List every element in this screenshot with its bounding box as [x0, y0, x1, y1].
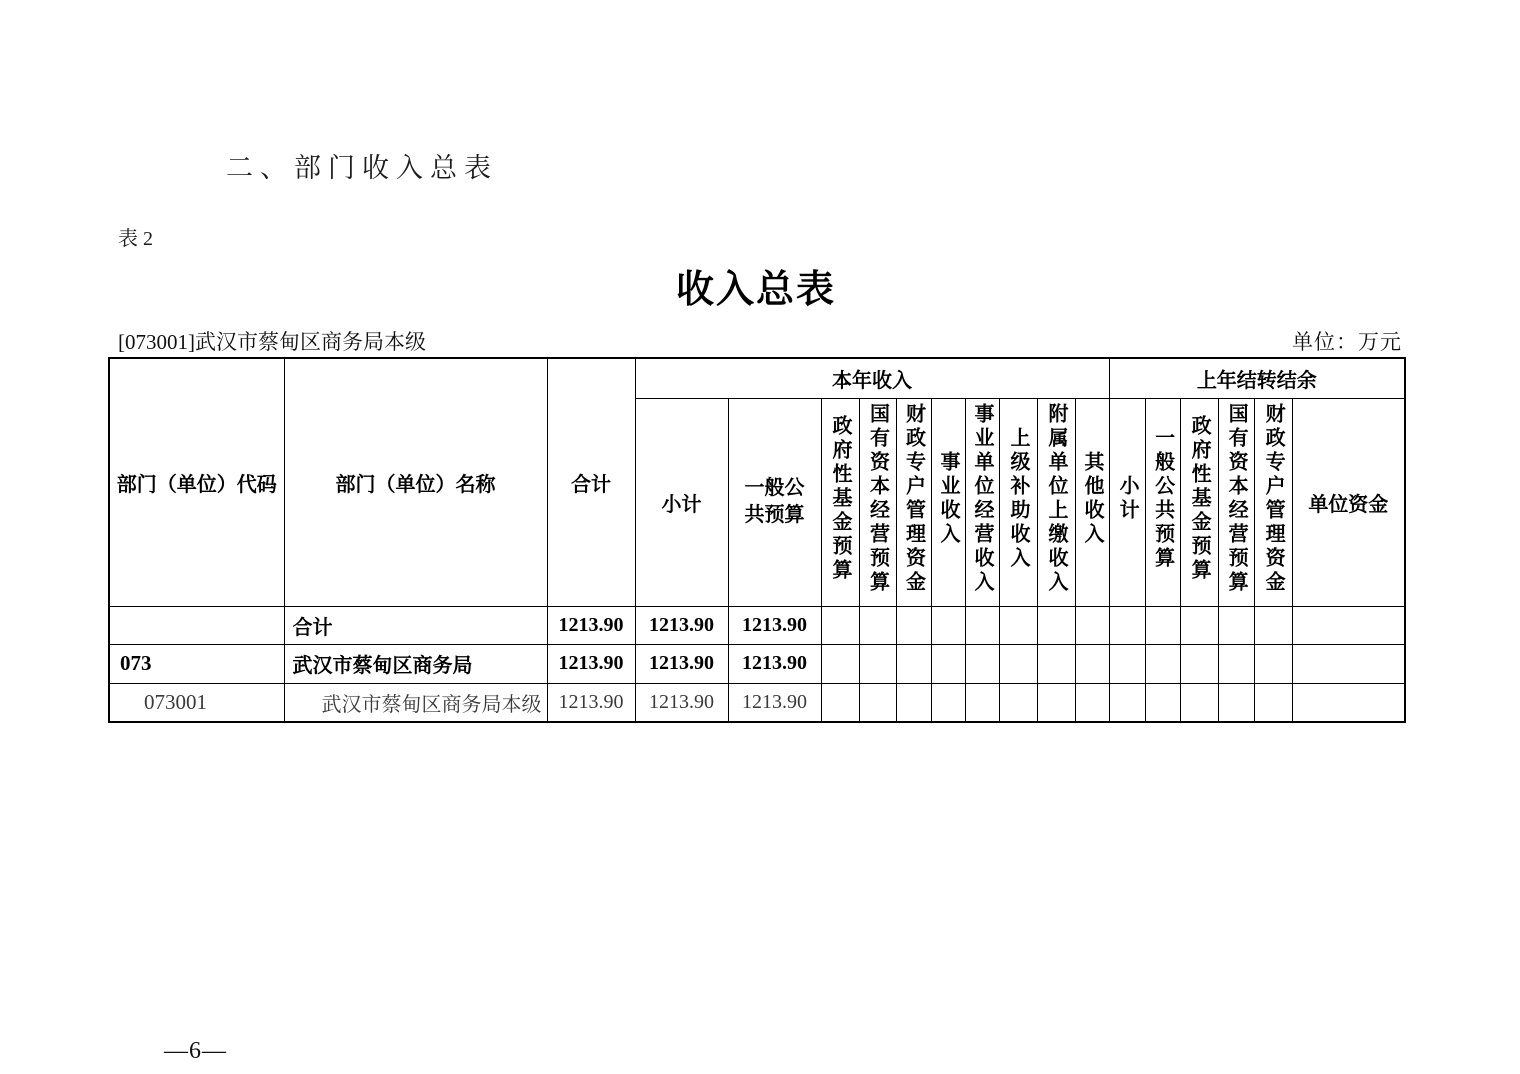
cell-value — [1292, 644, 1405, 683]
group-header-carryover: 上年结转结余 — [1109, 358, 1405, 398]
cell-value — [965, 606, 999, 644]
subcol-current-business-income — [931, 398, 965, 606]
subcol-current-general-public-budget — [728, 398, 821, 606]
cell-value — [1180, 644, 1218, 683]
cell-value — [1075, 644, 1109, 683]
table-meta-row — [108, 326, 1404, 356]
cell-value — [896, 644, 931, 683]
subcol-carryover-fiscal-account-funds — [1254, 398, 1292, 606]
table-row-unit — [109, 683, 1405, 722]
cell-value — [1109, 606, 1145, 644]
subcol-current-superior-subsidy-income-label: 上级补助收入 — [1007, 427, 1029, 571]
income-table-wrapper — [108, 357, 1404, 723]
cell-value — [999, 606, 1037, 644]
subcol-current-affiliate-remit-income — [1037, 398, 1075, 606]
cell-value — [1037, 683, 1075, 722]
subcol-current-superior-subsidy-income — [999, 398, 1037, 606]
cell-value — [1180, 683, 1218, 722]
subcol-carryover-unit-funds — [1292, 398, 1405, 606]
cell-value: 1213.90 — [728, 683, 821, 722]
cell-value — [1075, 606, 1109, 644]
subcol-current-state-capital-budget-label: 国有资本经营预算 — [866, 403, 889, 595]
table-number-label: 表 2 — [118, 228, 153, 250]
cell-value — [1218, 606, 1254, 644]
cell-value: 1213.90 — [728, 606, 821, 644]
cell-value — [859, 606, 896, 644]
cell-name: 武汉市蔡甸区商务局本级 — [284, 683, 547, 722]
subcol-carryover-state-capital-budget-label: 国有资本经营预算 — [1225, 403, 1248, 595]
subcol-current-general-public-budget-label: 一般公共预算 — [744, 477, 805, 526]
cell-name: 武汉市蔡甸区商务局 — [284, 644, 547, 683]
cell-value — [1180, 606, 1218, 644]
cell-value — [821, 683, 859, 722]
cell-value — [821, 606, 859, 644]
col-header-code: 部门（单位）代码 — [109, 358, 284, 606]
subcol-carryover-general-public-budget-label: 一般公共预算 — [1151, 427, 1174, 571]
cell-value — [999, 683, 1037, 722]
cell-value — [1075, 683, 1109, 722]
group-header-current-year-income: 本年收入 — [635, 358, 1109, 398]
cell-value — [1109, 644, 1145, 683]
cell-value: 1213.90 — [635, 606, 728, 644]
cell-value — [931, 606, 965, 644]
subcol-current-fiscal-account-funds — [896, 398, 931, 606]
subcol-carryover-subtotal-label: 小计 — [1116, 475, 1139, 523]
table-row-department — [109, 644, 1405, 683]
cell-value: 1213.90 — [635, 683, 728, 722]
cell-value — [1145, 606, 1180, 644]
subcol-carryover-unit-funds-label: 单位资金 — [1308, 493, 1389, 516]
cell-value — [1109, 683, 1145, 722]
cell-value — [1037, 644, 1075, 683]
subcol-current-state-capital-budget — [859, 398, 896, 606]
subcol-current-fiscal-account-funds-label: 财政专户管理资金 — [902, 403, 925, 595]
subcol-current-subtotal — [635, 398, 728, 606]
subcol-current-business-income-label: 事业收入 — [937, 451, 959, 547]
cell-code: 073001 — [109, 683, 284, 722]
subcol-carryover-subtotal — [1109, 398, 1145, 606]
cell-value — [859, 683, 896, 722]
subcol-current-gov-fund-budget-label: 政府性基金预算 — [829, 415, 851, 583]
cell-value — [896, 683, 931, 722]
cell-value — [1037, 606, 1075, 644]
cell-value: 1213.90 — [547, 644, 635, 683]
cell-value — [931, 644, 965, 683]
subcol-current-other-income-label: 其他收入 — [1081, 451, 1104, 547]
cell-value — [931, 683, 965, 722]
subcol-current-affiliate-remit-income-label: 附属单位上缴收入 — [1045, 403, 1067, 595]
subcol-carryover-fiscal-account-funds-label: 财政专户管理资金 — [1262, 403, 1285, 595]
cell-value — [1145, 683, 1180, 722]
cell-value — [1218, 644, 1254, 683]
cell-code — [109, 606, 284, 644]
table-row-total — [109, 606, 1405, 644]
subcol-current-subtotal-label: 小计 — [661, 493, 702, 516]
org-label: [073001]武汉市蔡甸区商务局本级 — [118, 330, 426, 354]
subcol-carryover-general-public-budget — [1145, 398, 1180, 606]
cell-name: 合计 — [284, 606, 547, 644]
cell-value: 1213.90 — [547, 606, 635, 644]
subcol-current-business-operating-income — [965, 398, 999, 606]
cell-value: 1213.90 — [728, 644, 821, 683]
cell-value — [1254, 606, 1292, 644]
unit-label: 单位：万元 — [1292, 330, 1402, 354]
cell-value — [965, 644, 999, 683]
cell-value: 1213.90 — [547, 683, 635, 722]
cell-value — [999, 644, 1037, 683]
cell-value — [965, 683, 999, 722]
col-header-total: 合计 — [547, 358, 635, 606]
subcol-current-gov-fund-budget — [821, 398, 859, 606]
cell-value — [1145, 644, 1180, 683]
subcol-carryover-gov-fund-budget — [1180, 398, 1218, 606]
subcol-carryover-gov-fund-budget-label: 政府性基金预算 — [1188, 415, 1211, 583]
section-heading: 二、部门收入总表 — [226, 153, 498, 183]
subcol-carryover-state-capital-budget — [1218, 398, 1254, 606]
cell-value — [1254, 683, 1292, 722]
cell-value: 1213.90 — [635, 644, 728, 683]
income-summary-table — [108, 357, 1406, 723]
cell-value — [821, 644, 859, 683]
subcol-current-business-operating-income-label: 事业单位经营收入 — [971, 403, 993, 595]
cell-value — [1292, 683, 1405, 722]
cell-value — [896, 606, 931, 644]
cell-value — [859, 644, 896, 683]
cell-code: 073 — [109, 644, 284, 683]
cell-value — [1292, 606, 1405, 644]
cell-value — [1218, 683, 1254, 722]
page-number: —6— — [164, 1038, 227, 1064]
subcol-current-other-income — [1075, 398, 1109, 606]
col-header-name: 部门（单位）名称 — [284, 358, 547, 606]
document-title: 收入总表 — [675, 269, 836, 311]
cell-value — [1254, 644, 1292, 683]
